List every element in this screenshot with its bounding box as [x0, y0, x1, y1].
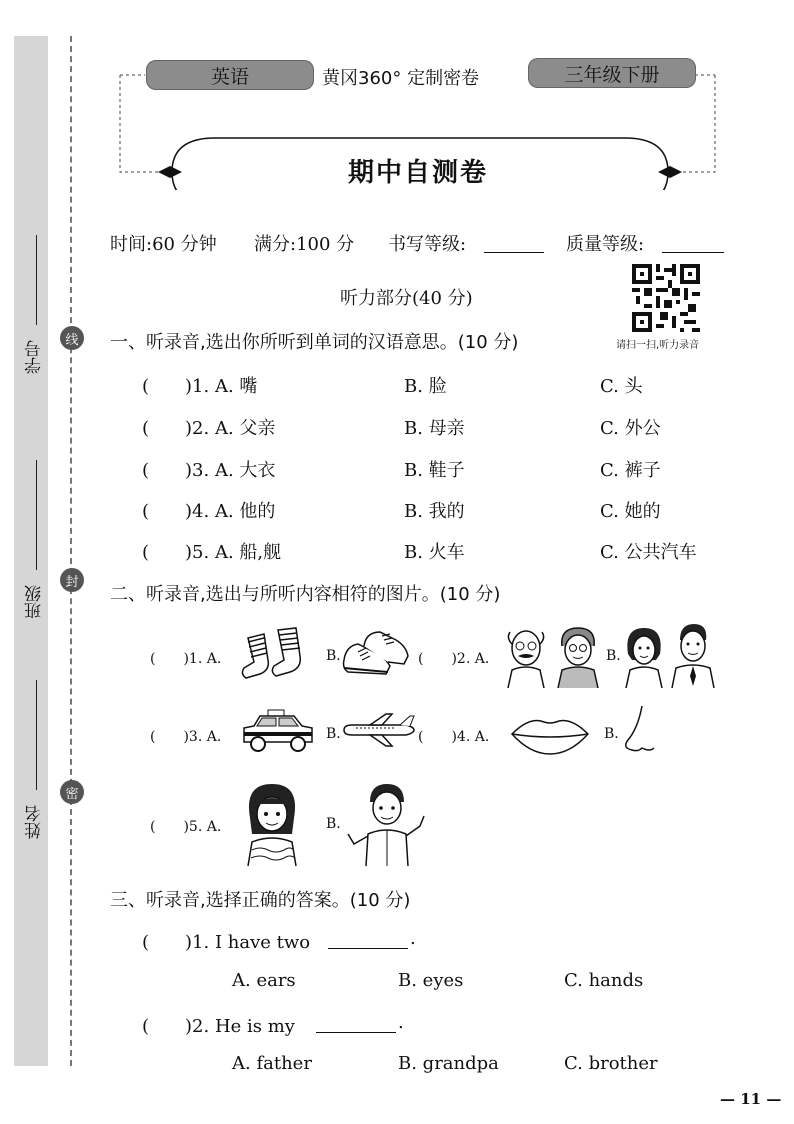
mouth-icon	[510, 712, 590, 756]
socks-icon	[240, 626, 312, 686]
seal-line-mark: 线	[60, 326, 84, 350]
airplane-icon	[340, 712, 416, 748]
grandpa-icon	[502, 624, 550, 688]
s3-q2-b: B. grandpa	[398, 1053, 499, 1074]
s2-q2-label: ( )2. A.	[418, 651, 490, 667]
grandma-icon	[552, 624, 604, 688]
subject-pill: 英语	[146, 60, 314, 90]
s3-q2-a: A. father	[232, 1053, 312, 1074]
s2-q2-b: B.	[606, 648, 621, 664]
s1-q1-a: ( )1. A. 嘴	[142, 376, 258, 397]
section2-title: 二、听录音,选出与所听内容相符的图片。(10 分)	[110, 584, 501, 605]
taxi-icon	[240, 706, 316, 756]
listening-title: 听力部分(40 分)	[340, 288, 473, 309]
s1-q2-c: C. 外公	[600, 418, 661, 439]
binding-dash-line	[70, 36, 72, 1066]
s3-q1-b: B. eyes	[398, 970, 464, 991]
name-line	[36, 680, 37, 790]
s1-q5-b: B. 火车	[404, 542, 465, 563]
s1-q5-a: ( )5. A. 船,舰	[142, 542, 282, 563]
s2-q4-label: ( )4. A.	[418, 729, 490, 745]
binding-strip	[14, 36, 48, 1066]
s2-q1-label: ( )1. A.	[150, 651, 222, 667]
s1-q2-b: B. 母亲	[404, 418, 465, 439]
boy-icon	[344, 778, 430, 866]
qr-code-icon[interactable]	[632, 264, 700, 332]
s1-q4-b: B. 我的	[404, 501, 465, 522]
grade-pill: 三年级下册	[528, 58, 696, 88]
s1-q5-c: C. 公共汽车	[600, 542, 697, 563]
exam-title: 期中自测卷	[347, 158, 488, 188]
writing-grade-label: 书写等级:	[388, 234, 467, 255]
s1-q4-a: ( )4. A. 他的	[142, 501, 276, 522]
s1-q3-a: ( )3. A. 大衣	[142, 460, 276, 481]
seal-secret-mark: 密	[60, 780, 84, 804]
s3-q1-c: C. hands	[564, 970, 644, 991]
qr-caption: 请扫一扫,听力录音	[616, 340, 700, 351]
s3-q2-blank[interactable]	[316, 1016, 396, 1033]
s2-q4-b: B.	[604, 726, 619, 742]
s3-q1-a: A. ears	[232, 970, 296, 991]
seal-seal-mark: 封	[60, 568, 84, 592]
score-info: 满分:100 分	[254, 234, 355, 255]
mother-icon	[622, 624, 666, 688]
girl-icon	[240, 778, 304, 866]
writing-grade-blank[interactable]	[484, 236, 544, 253]
nose-icon	[620, 704, 660, 760]
name-label: 姓名	[25, 805, 45, 839]
s3-q2-stem: ( )2. He is my	[142, 1016, 295, 1037]
s2-q5-label: ( )5. A.	[150, 819, 222, 835]
s1-q4-c: C. 她的	[600, 501, 661, 522]
father-icon	[668, 620, 718, 688]
section3-title: 三、听录音,选择正确的答案。(10 分)	[110, 890, 411, 911]
series-title: 黄冈360° 定制密卷	[322, 68, 480, 89]
student-no-label: 学号	[25, 340, 45, 374]
s1-q1-b: B. 脸	[404, 376, 447, 397]
s3-q2-c: C. brother	[564, 1053, 658, 1074]
quality-grade-blank[interactable]	[662, 236, 724, 253]
s3-q1-end: .	[410, 928, 416, 949]
s1-q1-c: C. 头	[600, 376, 643, 397]
s1-q3-b: B. 鞋子	[404, 460, 465, 481]
s3-q1-blank[interactable]	[328, 932, 408, 949]
s3-q2-end: .	[398, 1012, 404, 1033]
class-label: 班级	[25, 585, 45, 619]
s2-q1-b: B.	[326, 648, 341, 664]
student-no-line	[36, 235, 37, 325]
sneakers-icon	[340, 626, 412, 686]
s2-q3-b: B.	[326, 726, 341, 742]
quality-grade-label: 质量等级:	[566, 234, 645, 255]
s1-q3-c: C. 裤子	[600, 460, 661, 481]
time-info: 时间:60 分钟	[110, 234, 217, 255]
s3-q1-stem: ( )1. I have two	[142, 932, 311, 953]
s2-q5-b: B.	[326, 816, 341, 832]
page-number: — 11 —	[720, 1090, 782, 1108]
class-line	[36, 460, 37, 570]
section1-title: 一、听录音,选出你所听到单词的汉语意思。(10 分)	[110, 332, 519, 353]
s2-q3-label: ( )3. A.	[150, 729, 222, 745]
s1-q2-a: ( )2. A. 父亲	[142, 418, 276, 439]
